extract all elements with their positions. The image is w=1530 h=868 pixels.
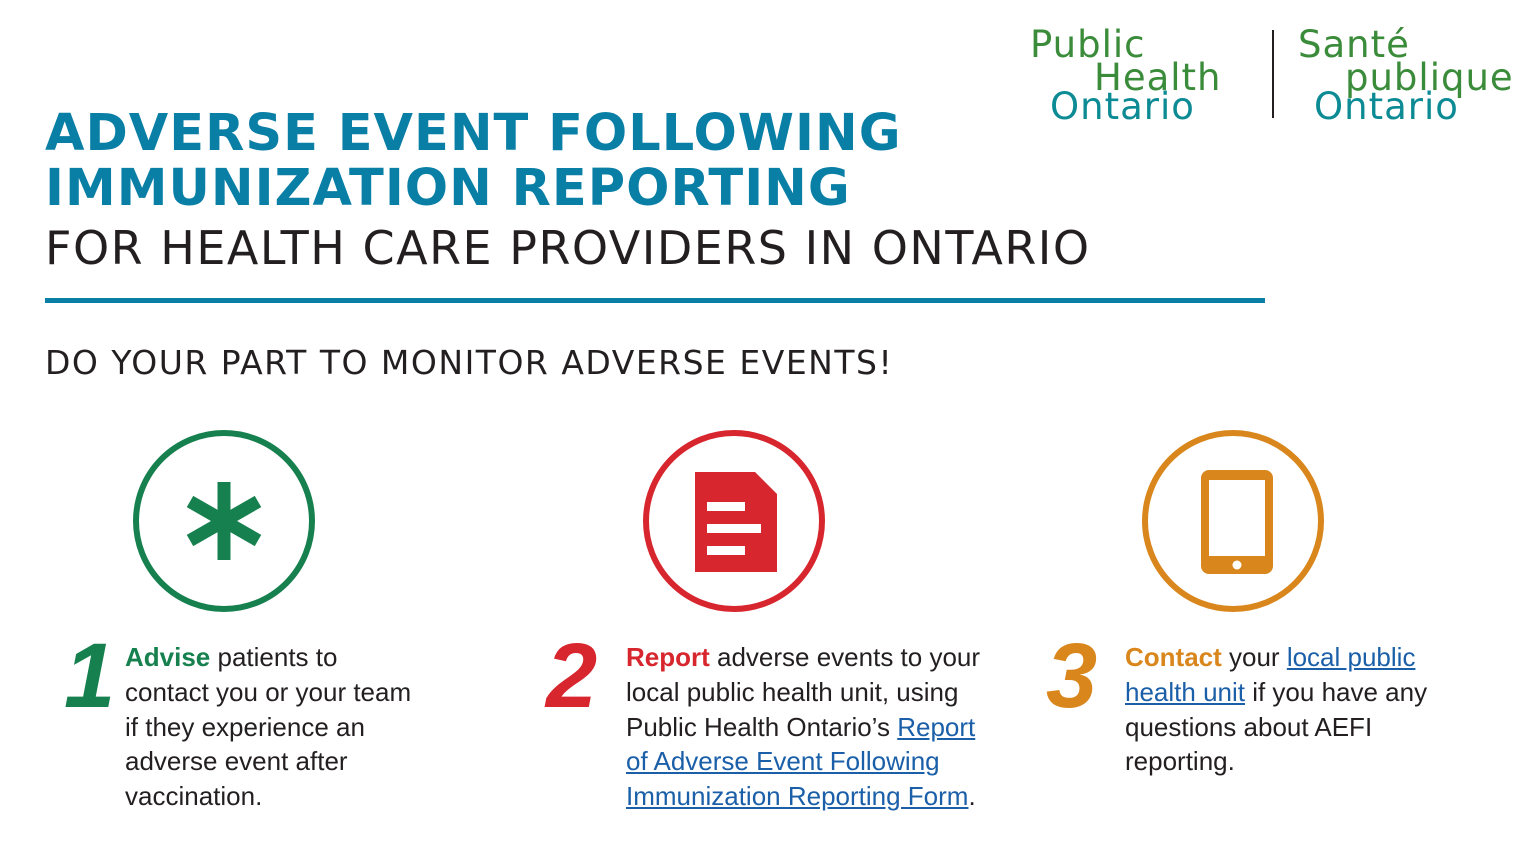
step2-body-end: . <box>968 781 976 812</box>
step1-icon-circle <box>133 430 315 612</box>
logo-en-line2: Health <box>1094 56 1222 99</box>
page-title-line2: IMMUNIZATION REPORTING <box>45 159 851 218</box>
logo-fr-line1: Santé <box>1298 23 1410 66</box>
aefi-reporting-form-link[interactable]: Report of Adverse Event Following Immunization Reporting Form <box>626 711 976 812</box>
tablet-icon <box>1148 436 1318 606</box>
logo-en-line3: Ontario <box>1050 85 1195 128</box>
logo-fr-line3: Ontario <box>1314 85 1459 128</box>
local-public-health-unit-link[interactable]: local public health unit <box>1125 642 1416 707</box>
page-title-line1: ADVERSE EVENT FOLLOWING <box>45 104 902 163</box>
step3-lead: Contact <box>1125 642 1222 672</box>
step2-lead: Report <box>626 642 710 672</box>
step2-number: 2 <box>546 625 598 727</box>
step2-icon-circle <box>643 430 825 612</box>
step1-body: patients to contact you or your team if they experience an adverse event after vaccination. <box>125 642 412 812</box>
step2-text <box>626 640 986 814</box>
step3-body-end: if you have any questions about AEFI reporting. <box>1125 676 1428 777</box>
step3-icon-circle <box>1142 430 1324 612</box>
public-health-ontario-logo <box>1030 23 1520 128</box>
document-icon <box>649 436 819 606</box>
page-subtitle: FOR HEALTH CARE PROVIDERS IN ONTARIO <box>45 221 1091 275</box>
step3-text <box>1125 640 1445 779</box>
step2-body: adverse events to your local public health unit, using Public Health Ontario’s <box>626 642 981 742</box>
asterisk-icon <box>139 436 309 606</box>
step1-number: 1 <box>64 625 116 727</box>
title-divider <box>45 298 1265 303</box>
logo-fr-line2: publique <box>1345 56 1514 99</box>
step1-text <box>125 640 425 814</box>
logo-en-line1: Public <box>1030 23 1146 66</box>
logo-divider <box>1272 30 1274 118</box>
section-heading: DO YOUR PART TO MONITOR ADVERSE EVENTS! <box>45 343 894 382</box>
step3-number: 3 <box>1046 625 1098 727</box>
step3-body: your <box>1221 642 1287 672</box>
step1-lead: Advise <box>125 642 211 672</box>
